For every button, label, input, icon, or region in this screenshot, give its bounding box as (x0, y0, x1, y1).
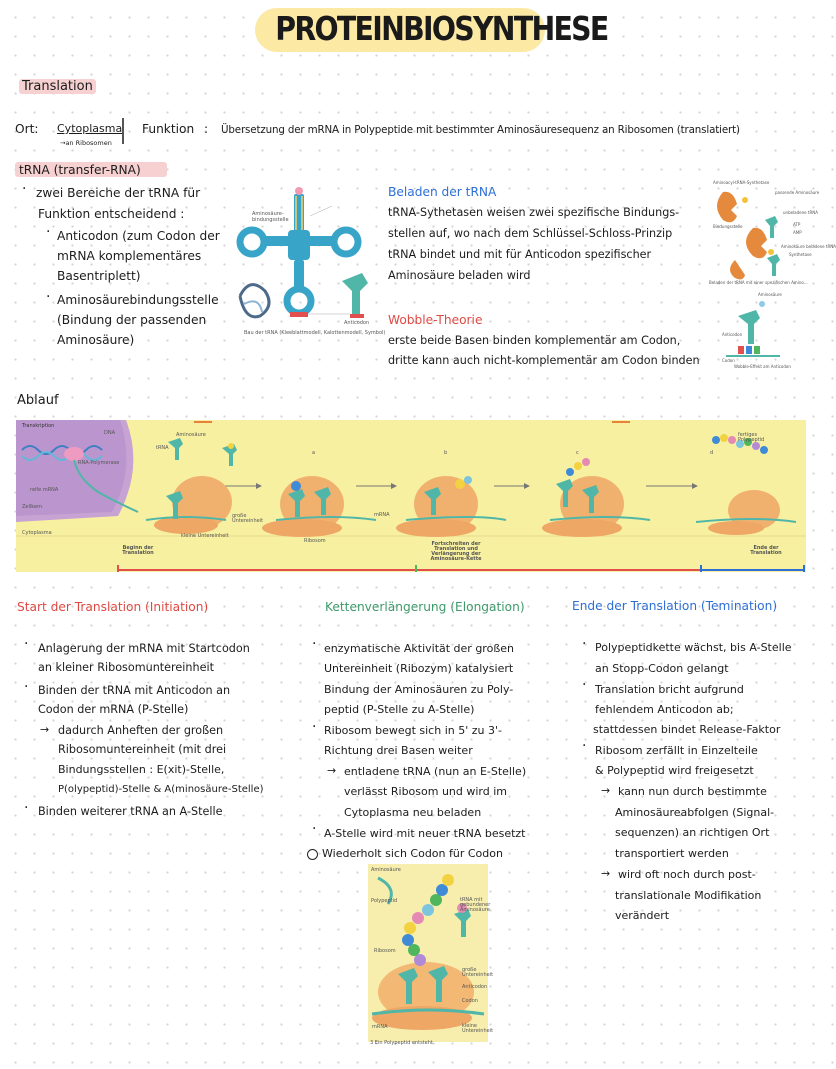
wobble-fig-label-1: Aminosäure (758, 292, 782, 297)
trna-line-5: Basentriplett) (57, 269, 141, 283)
elongation-line-11: Wiederholt sich Codon für Codon (322, 847, 503, 860)
trna-line-1: zwei Bereiche der tRNA für (36, 186, 201, 200)
termination-line-13: translationale Modifikation (615, 889, 762, 902)
termination-line-14: verändert (615, 909, 670, 922)
termination-line-3: Translation bricht aufgrund (595, 683, 744, 696)
initiation-line-9: Binden weiterer tRNA an A-Stelle (38, 805, 223, 818)
termination-line-11: transportiert werden (615, 847, 729, 860)
beladen-line-4: Aminosäure beladen wird (388, 269, 531, 282)
elongation-heading: Kettenverlängerung (Elongation) (325, 600, 525, 614)
termination-line-10: sequenzen) an richtigen Ort (615, 826, 770, 839)
elongation-line-10: A-Stelle wird mit neuer tRNA besetzt (324, 827, 526, 840)
elongation-line-6: Richtung drei Basen weiter (324, 744, 473, 757)
ablauf-step-a: a (312, 450, 316, 456)
ablauf-step-b: b (444, 450, 448, 456)
ablauf-label-grosse-untereinheit: große Untereinheit (232, 513, 264, 524)
beladen-heading: Beladen der tRNA (388, 185, 497, 199)
initiation-heading: Start der Translation (Initiation) (17, 600, 209, 614)
termination-line-1: Polypeptidkette wächst, bis A-Stelle (595, 641, 792, 654)
elongation-line-2: Untereinheit (Ribozym) katalysiert (324, 662, 514, 675)
wobble-heading: Wobble-Theorie (388, 313, 483, 327)
initiation-line-7: Bindungsstellen : E(xit)-Stelle, (58, 763, 225, 776)
ablauf-label-aminosaeure: Aminosäure (176, 432, 206, 438)
ablauf-label-trna: tRNA (156, 445, 169, 451)
termination-line-2: an Stopp-Codon gelangt (595, 662, 729, 675)
trna-line-7: (Bindung der passenden (57, 313, 207, 327)
termination-line-8: kann nun durch bestimmte (618, 785, 767, 798)
ort-note: →an Ribosomen (60, 139, 112, 147)
polypeptid-figure-caption: 3 Ein Polypeptid entsteht (370, 1040, 433, 1046)
termination-line-5: stattdessen bindet Release-Faktor (593, 723, 781, 736)
ablauf-label-zellkern: Zellkern (22, 504, 43, 510)
ablauf-label-fortschreiten: Fortschreiten der Translation und Verlängerung der Aminosäure-Kette (430, 541, 482, 562)
beladen-fig-label-6: AMP (793, 230, 802, 235)
initiation-line-8: P(olypeptid)-Stelle & A(minosäure-Stelle) (58, 784, 264, 795)
bullet: · (582, 636, 587, 652)
bullet: · (312, 719, 317, 735)
page-title: PROTEINBIOSYNTHESE (275, 9, 608, 48)
polypeptid-fig-label-7: Codon (462, 998, 478, 1004)
section-heading-translation (19, 79, 96, 94)
initiation-line-4: Codon der mRNA (P-Stelle) (38, 703, 189, 716)
trna-structure-figure (232, 186, 387, 350)
bullet: · (46, 289, 51, 305)
funktion-text: Übersetzung der mRNA in Polypeptide mit bestimmter Aminosäuresequenz an Ribosomen (translatiert) (221, 124, 740, 136)
wobble-fig-caption: Wobble-Effekt am Anticodon (734, 364, 791, 369)
bullet: · (312, 821, 317, 837)
funktion-colon: : (204, 122, 209, 136)
beladen-fig-label-2: passende Aminosäure (775, 190, 820, 195)
ablauf-label-kleine-untereinheit: kleine Untereinheit (181, 533, 229, 539)
trna-figure-label-top: Aminosäure-bindungsstelle (252, 211, 289, 223)
ablauf-step-d: d (710, 450, 714, 456)
beladen-fig-caption: Beladen der tRNA mit einer spezifischen Amino... (709, 280, 808, 285)
termination-arrow-1: → (601, 784, 611, 797)
polypeptid-fig-label-8: mRNA (372, 1024, 388, 1030)
ablauf-label-mrna: mRNA (374, 512, 390, 518)
beladen-fig-label-3: unbeladene tRNA (783, 210, 818, 215)
termination-heading: Ende der Translation (Temination) (572, 599, 778, 613)
bullet: · (582, 677, 587, 693)
bullet: · (24, 679, 29, 695)
ablauf-label-reife-mrna: reife mRNA (30, 487, 59, 493)
beladen-line-3: tRNA bindet und mit für Anticodon spezifischer (388, 248, 652, 261)
translation-heading-text: Translation (19, 79, 96, 94)
beladen-fig-label-7: Aminosäure beladene tRNA (781, 244, 836, 249)
beladen-line-2: stellen auf, wo nach dem Schlüssel-Schloss-Prinzip (388, 227, 673, 240)
trna-line-3: Anticodon (zum Codon der (57, 229, 220, 243)
trna-figure-caption: Bau der tRNA (Kleeblattmodell, Kalottenmodell, Symbol) (244, 330, 386, 336)
initiation-line-6: Ribosomuntereinheit (mit drei (58, 743, 227, 756)
ort-value: Cytoplasma (57, 122, 123, 135)
repeat-icon (307, 849, 318, 860)
initiation-line-3: Binden der tRNA mit Anticodon an (38, 684, 231, 697)
wobble-fig-label-2: Anticodon (722, 332, 743, 337)
beladen-fig-label-4: Bindungsstelle (713, 224, 743, 229)
beladen-fig-label-8: Synthetase (789, 252, 812, 257)
beladen-line-1: tRNA-Sythetasen weisen zwei spezifische Bindungs- (388, 206, 680, 219)
initiation-line-5: dadurch Anheften der großen (58, 724, 224, 737)
trna-line-2: Funktion entscheidend : (38, 207, 185, 221)
termination-line-12: wird oft noch durch post- (618, 868, 756, 881)
ablauf-label-transkription: Transkription (22, 423, 55, 429)
ablauf-label-fertiges-polypeptid: fertiges Polypeptid (738, 432, 765, 443)
trna-heading: tRNA (transfer-RNA) (19, 163, 141, 177)
beladen-fig-label-5: ATP (793, 222, 801, 227)
polypeptid-fig-label-3: tRNA mit gebundener Aminosäure (460, 897, 491, 913)
polypeptid-fig-label-2: Polypeptid (371, 898, 398, 904)
bullet: · (46, 224, 51, 240)
bullet: · (22, 181, 27, 197)
ablauf-label-rna-polymerase: RNA-Polymerase (78, 460, 120, 466)
ablauf-diagram (16, 420, 806, 572)
termination-line-7: & Polypeptid wird freigesetzt (595, 764, 754, 777)
initiation-line-1: Anlagerung der mRNA mit Startcodon (38, 642, 250, 655)
trna-line-4: mRNA komplementäres (57, 249, 202, 263)
wobble-figure (722, 292, 791, 372)
polypeptid-fig-label-1: Aminosäure (371, 867, 401, 873)
trna-line-8: Aminosäure) (57, 333, 135, 347)
ablauf-heading: Ablauf (17, 393, 59, 408)
ort-label: Ort: (15, 122, 39, 136)
elongation-line-8: verlässt Ribosom und wird im (344, 785, 508, 798)
polypeptid-fig-label-6: Anticodon (462, 984, 488, 990)
ablauf-label-ribosom: Ribosom (304, 538, 326, 544)
polypeptid-fig-label-4: Ribosom (374, 948, 396, 954)
bullet: · (312, 636, 317, 652)
elongation-line-9: Cytoplasma neu beladen (344, 806, 482, 819)
termination-line-6: Ribosom zerfällt in Einzelteile (595, 744, 758, 757)
elongation-line-5: Ribosom bewegt sich in 5' zu 3'- (324, 724, 502, 737)
ort-divider (122, 118, 124, 144)
bullet: · (24, 636, 29, 652)
beladen-figure (705, 180, 836, 290)
bullet: · (24, 800, 29, 816)
polypeptid-figure (368, 864, 494, 1042)
termination-arrow-2: → (601, 867, 611, 880)
initiation-arrow: → (40, 723, 50, 736)
termination-line-4: fehlendem Anticodon ab; (595, 703, 734, 716)
ablauf-label-cytoplasma: Cytoplasma (22, 530, 52, 536)
elongation-line-1: enzymatische Aktivität der großen (324, 642, 514, 655)
initiation-line-2: an kleiner Ribosomuntereinheit (38, 661, 214, 674)
wobble-line-2: dritte kann auch nicht-komplementär am Codon binden (388, 354, 700, 367)
ablauf-label-beginn: Beginn der Translation (122, 545, 154, 556)
polypeptid-fig-label-5: große Untereinheit (462, 967, 494, 978)
elongation-line-3: Bindung der Aminosäuren zu Poly- (324, 683, 514, 696)
ablauf-step-c: c (576, 450, 579, 456)
elongation-line-7: entladene tRNA (nun an E-Stelle) (344, 765, 527, 778)
bullet: · (582, 738, 587, 754)
trna-line-6: Aminosäurebindungsstelle (57, 293, 219, 307)
polypeptid-fig-label-9: kleine Untereinheit (462, 1023, 494, 1034)
ablauf-label-ende: Ende der Translation (750, 545, 782, 556)
trna-figure-label-bottom: Anticodon (344, 320, 370, 326)
wobble-line-1: erste beide Basen binden komplementär am Codon, (388, 334, 681, 347)
elongation-arrow: → (327, 764, 337, 777)
wobble-fig-label-3: Codon (722, 358, 735, 363)
termination-line-9: Aminosäureabfolgen (Signal- (615, 806, 775, 819)
ablauf-label-dna: DNA (104, 430, 116, 436)
elongation-line-4: peptid (P-Stelle zu A-Stelle) (324, 703, 475, 716)
beladen-fig-label-1: Aminoacyl-tRNA-Synthetase (713, 180, 770, 185)
funktion-label: Funktion (142, 122, 195, 136)
